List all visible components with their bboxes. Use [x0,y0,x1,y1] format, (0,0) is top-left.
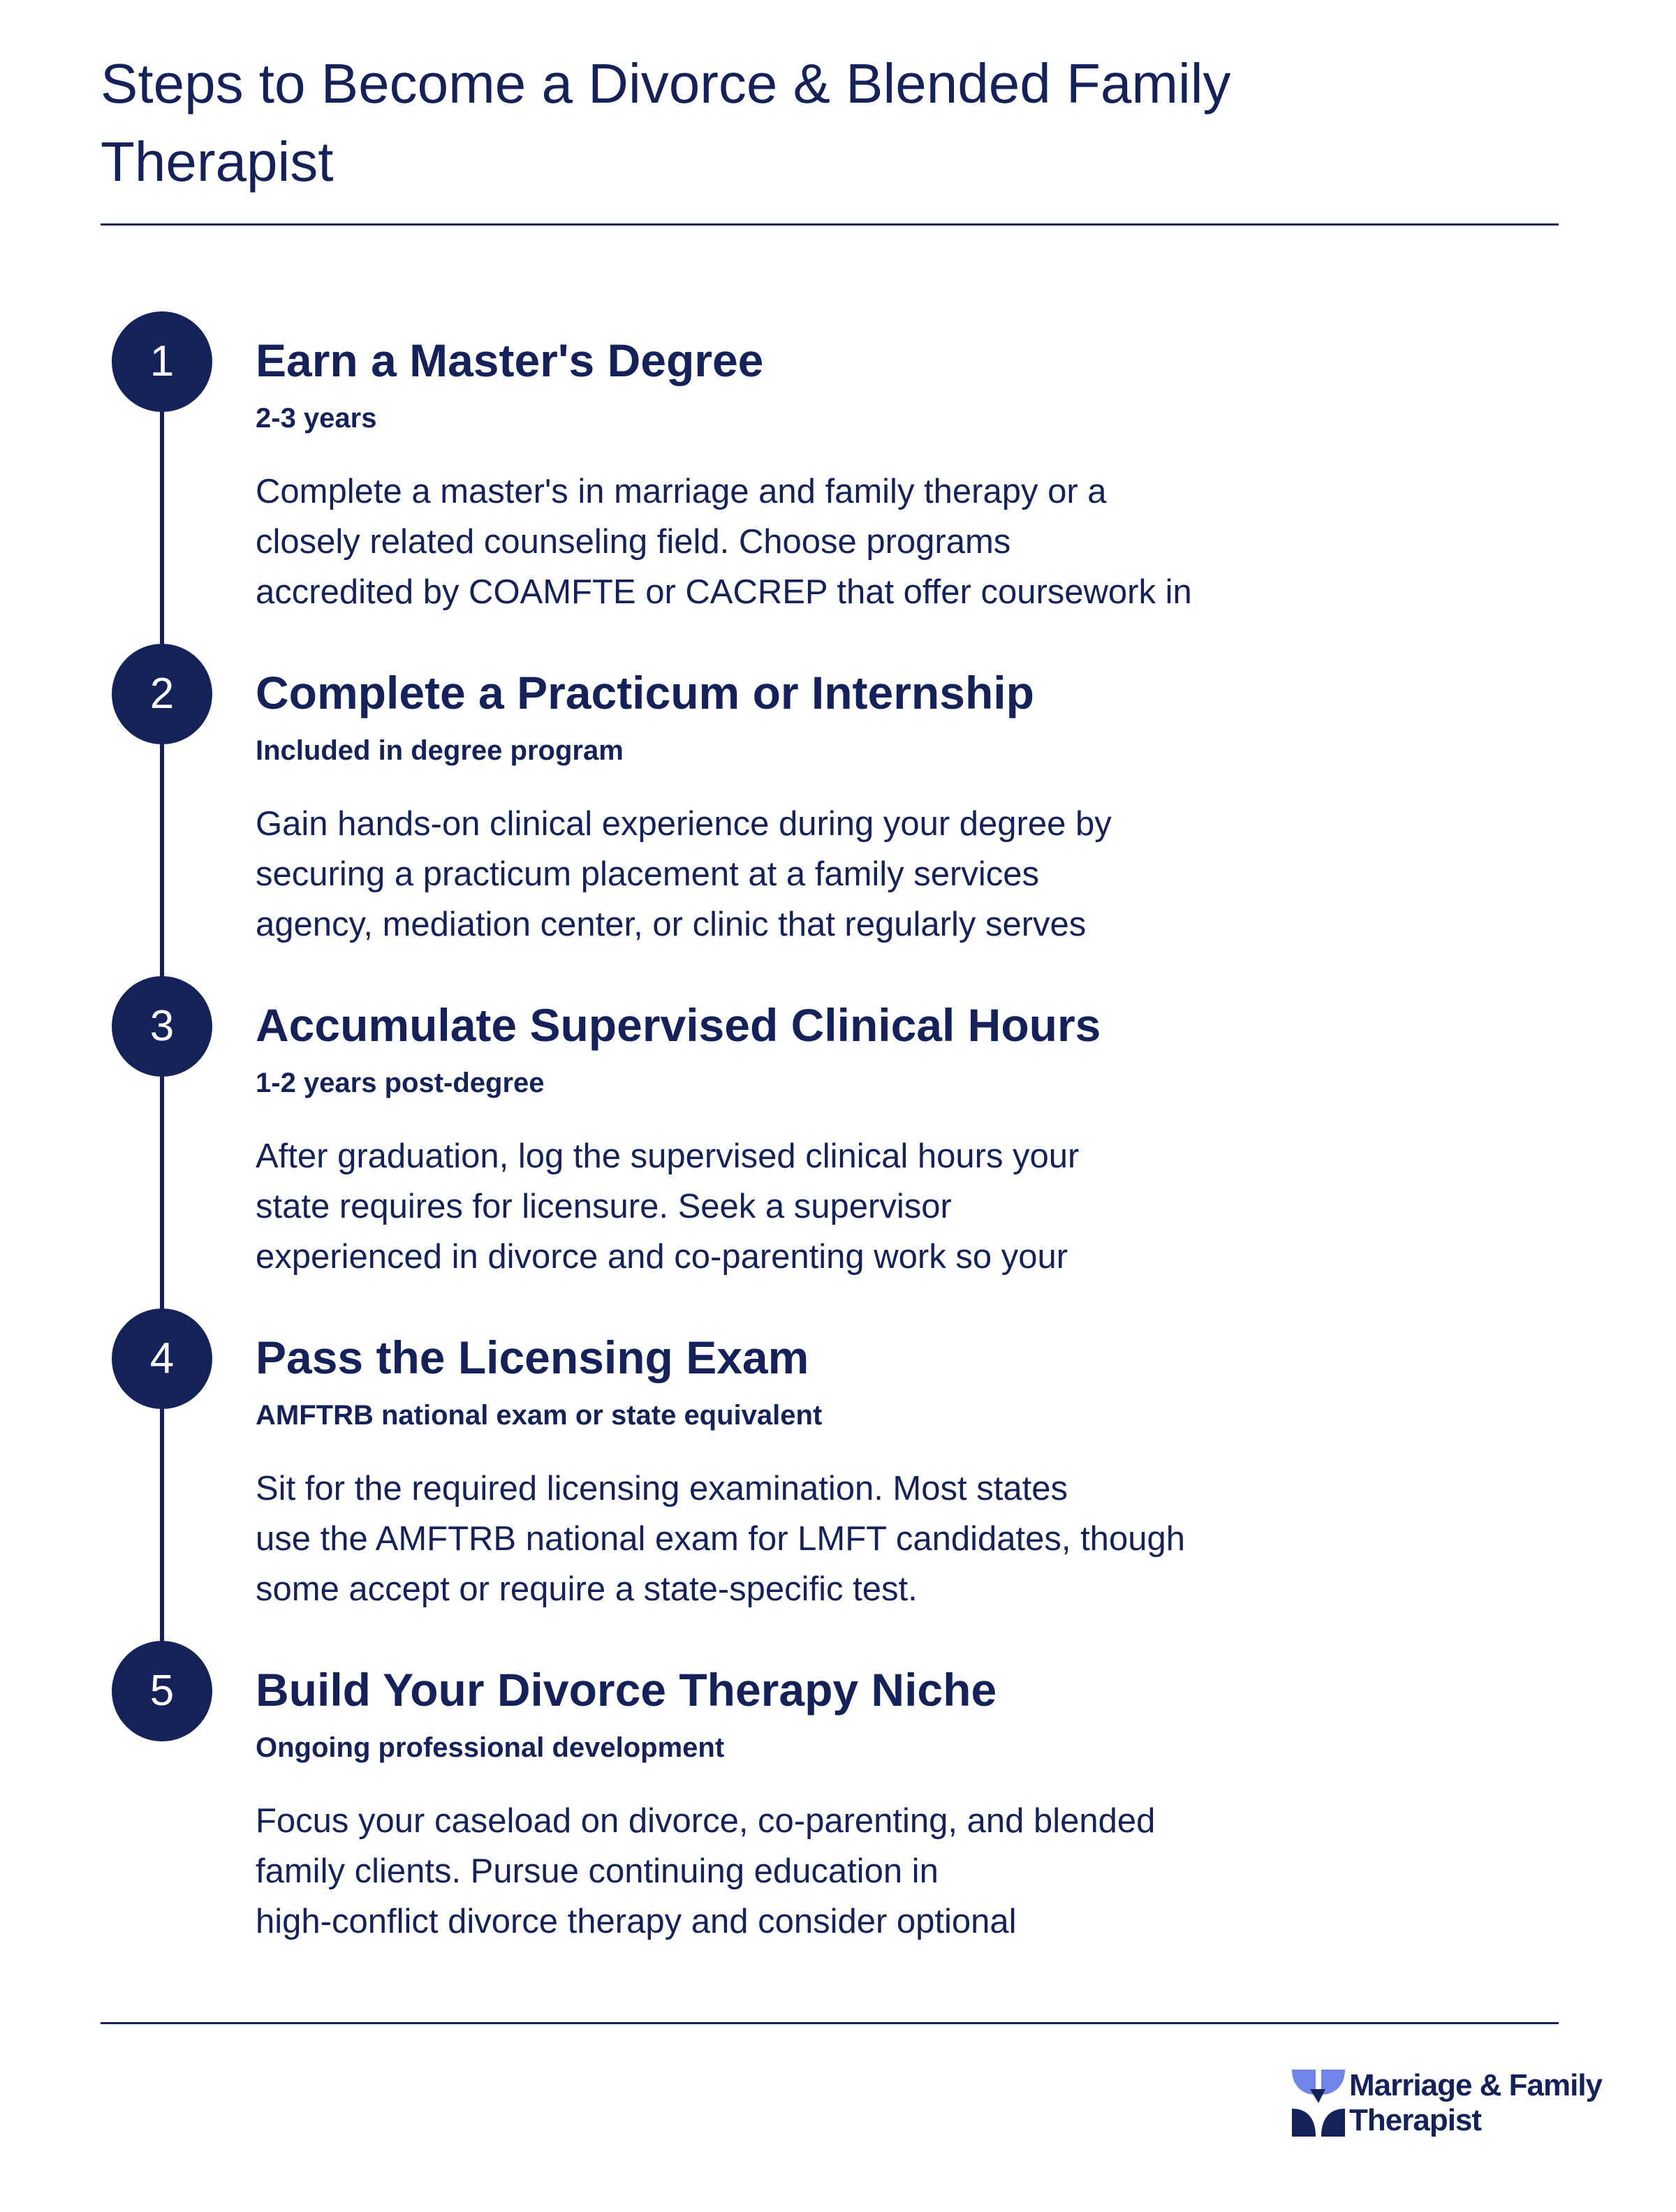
step-description-line: use the AMFTRB national exam for LMFT candidates, though [256,1520,1185,1558]
brand-logo [1289,2067,1603,2158]
step-description-line: high-conflict divorce therapy and consider optional [256,1903,1017,1940]
page-title [101,45,1427,201]
bottom-divider [101,2022,1559,2024]
step-duration: AMFTRB national exam or state equivalent [256,1400,823,1431]
top-divider [101,223,1559,226]
logo-wordmark [1349,2068,1602,2138]
step-title: Complete a Practicum or Internship [256,667,1034,718]
step-description [256,1463,1373,1614]
step-description-line: Gain hands-on clinical experience during your degree by [256,805,1112,843]
step-description [256,466,1373,617]
step-description-line: some accept or require a state-specific test. [256,1570,918,1608]
page-title-line-2: Therapist [101,131,334,193]
step-description-line: After graduation, log the supervised clinical hours your [256,1137,1080,1175]
step-duration: Included in degree program [256,735,624,766]
step-description [256,1796,1373,1947]
step-description-line: Complete a master's in marriage and family therapy or a [256,473,1107,510]
step-number-badge: 3 [112,976,212,1077]
step-number-badge: 4 [112,1308,212,1409]
step-number-badge: 5 [112,1641,212,1741]
step-description [256,1131,1373,1282]
mft-logo-icon [1289,2067,1348,2139]
step-title: Pass the Licensing Exam [256,1332,809,1383]
step-description-line: state requires for licensure. Seek a supervisor [256,1188,952,1225]
logo-text-line-2: Therapist [1349,2103,1482,2137]
page-title-line-1: Steps to Become a Divorce & Blended Family [101,52,1231,115]
step-title: Build Your Divorce Therapy Niche [256,1664,997,1716]
step-description-line: agency, mediation center, or clinic that regularly serves [256,906,1087,943]
logo-text-line-1: Marriage & Family [1349,2068,1603,2102]
step-description-line: family clients. Pursue continuing education in [256,1852,939,1890]
step-description-line: experienced in divorce and co-parenting work so your [256,1238,1068,1276]
step-number-badge: 2 [112,644,212,744]
step-description-line: Focus your caseload on divorce, co-parenting, and blended [256,1802,1156,1840]
step-title: Earn a Master's Degree [256,334,764,386]
step-duration: 1-2 years post-degree [256,1068,545,1098]
step-title: Accumulate Supervised Clinical Hours [256,999,1101,1051]
step-description-line: Sit for the required licensing examination. Most states [256,1470,1068,1507]
step-number-badge: 1 [112,311,212,412]
step-description-line: securing a practicum placement at a family services [256,855,1039,893]
step-description-line: accredited by COAMFTE or CACREP that offer coursework in [256,573,1192,611]
step-duration: Ongoing professional development [256,1732,725,1763]
step-description [256,799,1373,950]
step-duration: 2-3 years [256,403,377,434]
step-description-line: closely related counseling field. Choose programs [256,523,1011,561]
